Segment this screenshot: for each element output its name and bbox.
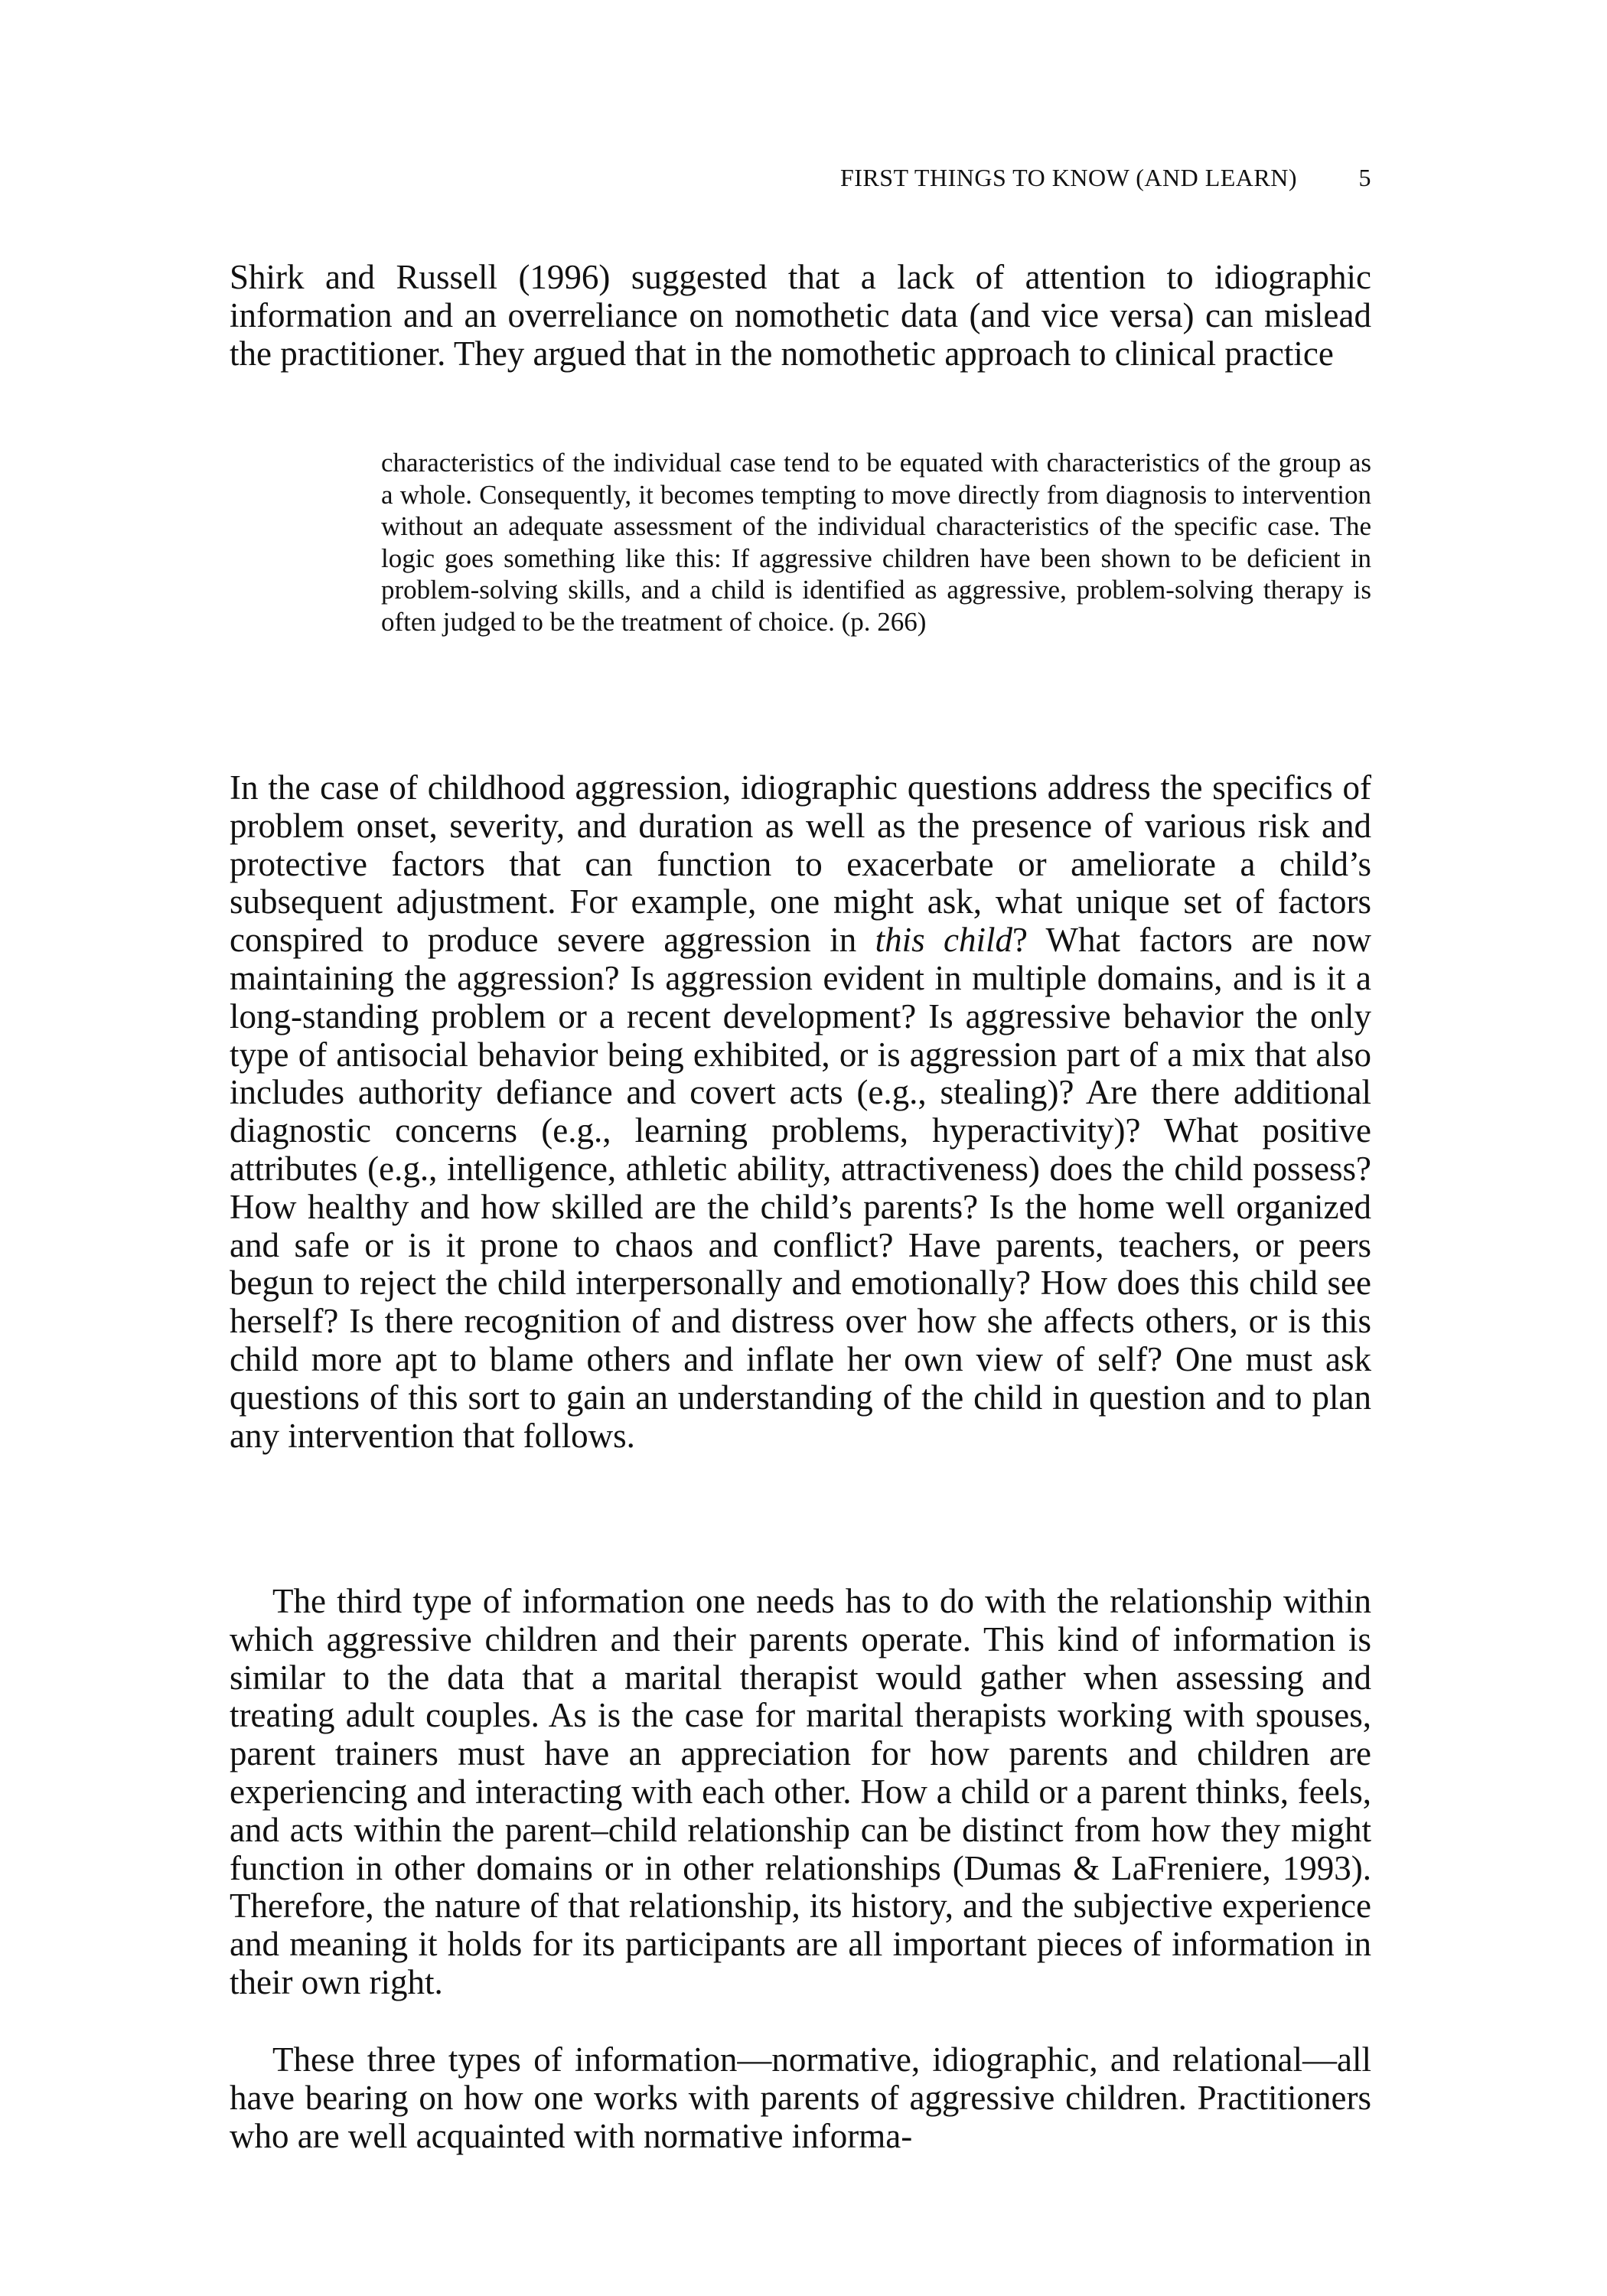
paragraph-text: In the case of childhood aggression, idiographic questions address the specifics of problem onset, severity, and duration as well as the presence of various risk and protective factors that can function to exacerbate or ameliorate a child’s subsequent adjustment. For example, one might ask, what unique set of factors conspired to produce severe aggression in <box>230 768 1371 960</box>
page-number: 5 <box>1358 164 1371 191</box>
paragraph-idiographic-questions <box>230 769 1371 1455</box>
running-title: FIRST THINGS TO KNOW (AND LEARN) <box>839 164 1297 191</box>
block-quote: characteristics of the individual case tend to be equated with characteristics of the group as a whole. Consequently, it becomes tempting to move directly from diagnosis to intervention without an adequate assessment of the individual characteristics of the specific case. The logic goes something like this: If aggressive children have been shown to be deficient in problem-solving skills, and a child is identified as aggressive, problem-solving therapy is often judged to be the treatment of choice. (p. 266) <box>381 448 1371 637</box>
paragraph-relationship-info: The third type of information one needs has to do with the relationship within which aggressive children and their parents operate. This kind of information is similar to the data that a marital therapist would gather when assessing and treating adult couples. As is the case for marital therapists working with spouses, parent trainers must have an appreciation for how parents and children are experiencing and interacting with each other. How a child or a parent thinks, feels, and acts within the parent–child relationship can be distinct from how they might function in other domains or in other relationships (Dumas & LaFreniere, 1993). Therefore, the nature of that relationship, its history, and the subjective experience and meaning it holds for its participants are all important pieces of information in their own right. <box>230 1582 1371 2001</box>
running-head <box>230 164 1371 192</box>
paragraph-text-continued: ? What factors are now maintaining the aggression? Is aggression evident in multiple domains, and is it a long-standing problem or a recent development? Is aggressive behavior the only type of antisocial behavior being exhibited, or is aggression part of a mix that also includes authority defiance and covert acts (e.g., stealing)? Are there additional diagnostic concerns (e.g., learning problems, hyperactivity)? What positive attributes (e.g., intelligence, athletic ability, attractiveness) does the child possess? How healthy and how skilled are the child’s parents? Is the home well organized and safe or is it prone to chaos and conflict? Have parents, teachers, or peers begun to reject the child interpersonally and emotionally? How does this child see herself? Is there recognition of and distress over how she affects others, or is this child more apt to blame others and inflate her own view of self? One must ask questions of this sort to gain an understanding of the child in question and to plan any intervention that follows. <box>230 921 1371 1455</box>
paragraph-three-types: These three types of information—normative, idiographic, and relational—all have bearing on how one works with parents of aggressive children. Practitioners who are well acquainted with normative informa- <box>230 2040 1371 2155</box>
emphasis-text: this child <box>875 921 1012 960</box>
paragraph-intro: Shirk and Russell (1996) suggested that a lack of attention to idiographic information and an overreliance on nomothetic data (and vice versa) can mislead the practitioner. They argued that in the nomothetic approach to clinical practice <box>230 258 1371 373</box>
